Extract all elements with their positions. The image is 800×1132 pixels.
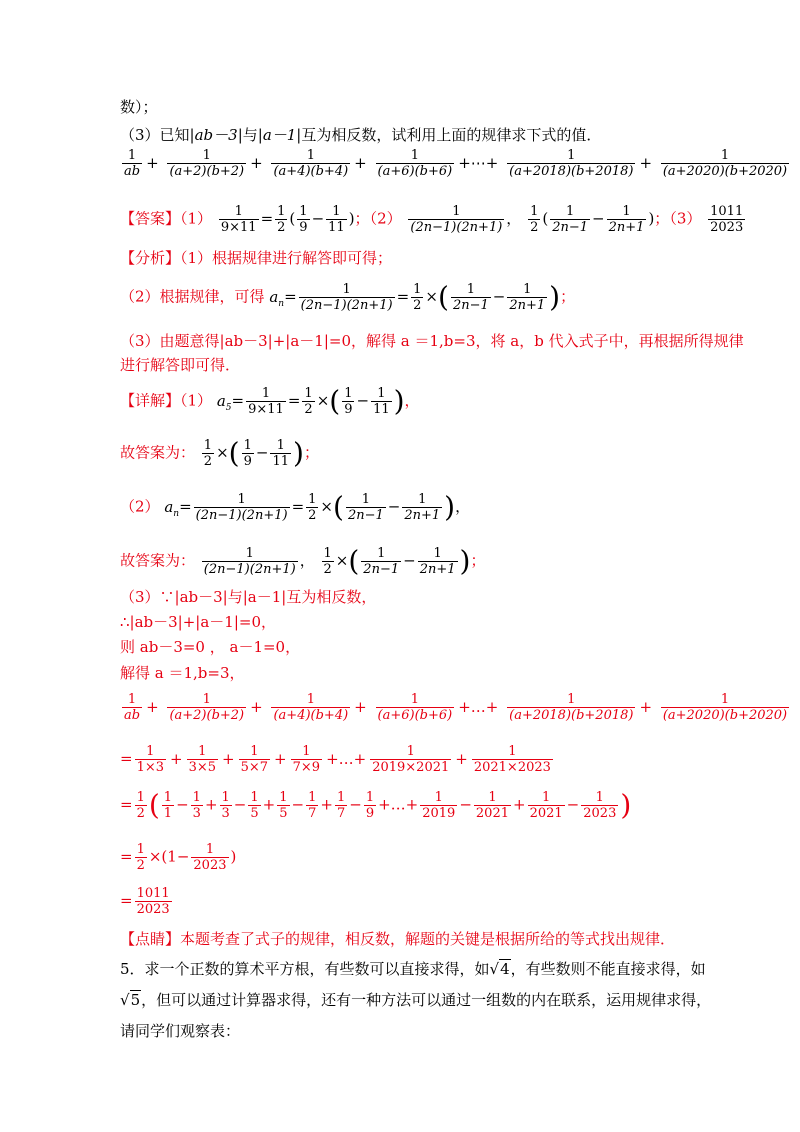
q3-abs1: |ab－3| (189, 126, 243, 144)
analysis-tag: 【分析】 (120, 249, 181, 267)
q5-line1-a: 5．求一个正数的算术平方根，有些数可以直接求得，如 (120, 960, 490, 978)
analysis-1 (120, 247, 392, 269)
detail-2-label: （2） (120, 497, 160, 516)
answer-line: 【答案】（1） $\frac{1}{9\times 11}$ = $\frac{1}{2}$ ( $\frac{1}{9}$ − $\frac{1}{11}$ )；（2） $\frac{1}{(2n-1)(2n+1)}$ ， $\frac{1}{2}$ ( $\frac{1}{2n-1}$ − $\frac{1}{2n+1}$ )；（3） $\frac{1011}{2023}$ (120, 204, 744, 235)
q3-and: 与 (242, 126, 258, 144)
analysis-3b: 进行解答即可得． (120, 356, 241, 374)
top-fragment: 数）； (120, 98, 158, 116)
question-5-line3: 请同学们观察表： (120, 1022, 241, 1040)
q3-prefix: （3）已知 (120, 126, 190, 144)
detail-2-answer: 故答案为： $\frac{1}{(2n-1)(2n+1)}$ ， $\frac{1}{2}$ ×( $\frac{1}{2n-1}$ − $\frac{1}{2n+1}$ )； (120, 544, 486, 578)
answer-is-2: 故答案为： (120, 551, 196, 570)
detail-1-answer: 故答案为： $\frac{1}{2}$ ×( $\frac{1}{9}$ − $\frac{1}{11}$ )； (120, 436, 319, 470)
analysis-3a: （3）由题意得|ab－3|+|a－1|=0，解得 a ＝1,b=3，将 a，b 代入式子中，再根据所得规律 (120, 332, 744, 350)
detail-tag: 【详解】 (120, 391, 181, 410)
comment-line (120, 928, 675, 950)
q3-suffix: 互为相反数，试利用上面的规律求下式的值． (301, 126, 602, 144)
answer-2-label: （2） (369, 209, 402, 228)
detail-1-label: （1） (180, 391, 213, 410)
answer-tag: 【答案】 (120, 209, 181, 228)
question-3-statement (120, 124, 601, 146)
detail-3-line1: （3）∵|ab－3|与|a－1|互为相反数， (120, 588, 377, 606)
detail-3-step1: = $\frac{1}{1\times 3}$ + $\frac{1}{3\times 5}$ + $\frac{1}{5\times 7}$ + $\frac{1}{7\times 9}$ +…+ $\frac{1}{2019\times 2021}$ + $\frac{1}{2021\times 2023}$ (120, 744, 551, 775)
detail-3-expression: $\frac{1}{ab}$ + $\frac{1}{(a+2)(b+2)}$ + $\frac{1}{(a+4)(b+4)}$ + $\frac{1}{(a+6)(b+6)}$ +…+ $\frac{1}{(a+2018)(b+2018)}$ + $\frac{1}{(a+2020)(b+2020)}$ (124, 692, 788, 723)
answer-1-label: （1） (180, 209, 213, 228)
detail-3-step2: = $\frac{1}{2}$ ( $\frac{1}{1}$ − $\frac{1}{3}$ + $\frac{1}{3}$ − $\frac{1}{5}$ + $\frac{1}{5}$ − $\frac{1}{7}$ + $\frac{1}{7}$ − $\frac{1}{9}$ +…+ $\frac{1}{2019}$ − $\frac{1}{2021}$ + $\frac{1}{2021}$ − $\frac{1}{2023}$ ) (120, 788, 632, 822)
question-5-line1 (120, 958, 706, 980)
detail-3-result: = $\frac{1011}{2023}$ (120, 886, 170, 917)
answer-3-den: 2023 (710, 220, 744, 235)
detail-3-line2: ∴|ab－3|+|a－1|=0， (120, 613, 277, 631)
comment-text: 本题考查了式子的规律，相反数，解题的关键是根据所给的等式找出规律． (180, 930, 676, 948)
answer-is-1: 故答案为： (120, 443, 196, 462)
comment-tag: 【点睛】 (120, 930, 181, 948)
detail-3-line3: 则 ab－3=0 ， a－1=0， (120, 638, 301, 656)
question-5-line2 (120, 989, 711, 1011)
analysis-1-text: （1）根据规律进行解答即可得； (180, 249, 393, 267)
detail-1: 【详解】（1） $a_5=$ $\frac{1}{9\times 11}$ = $\frac{1}{2}$ ×( $\frac{1}{9}$ − $\frac{1}{11}$ )， (120, 384, 420, 418)
q5-line2-text: ，但可以通过计算器求得，还有一种方法可以通过一组数的内在联系，运用规律求得， (141, 991, 712, 1009)
answer-3-num: 1011 (710, 204, 744, 219)
q3-abs2: |a－1| (257, 126, 302, 144)
sqrt5: √5 (120, 991, 141, 1009)
detail-2: （2） $a_n=$ $\frac{1}{(2n-1)(2n+1)}$ = $\frac{1}{2}$ ×( $\frac{1}{2n-1}$ − $\frac{1}{2n+1}$ )， (120, 490, 471, 524)
sqrt4: √4 (489, 960, 510, 978)
detail-3-step3: = $\frac{1}{2}$ ×(1− $\frac{1}{2023}$ ) (120, 842, 237, 873)
q5-line1-b: ，有些数则不能直接求得，如 (510, 960, 706, 978)
answer-3-label: （3） (669, 209, 702, 228)
detail-3-line4: 解得 a ＝1,b=3， (120, 664, 245, 682)
analysis-2-text: （2）根据规律，可得 (120, 287, 265, 306)
question-3-expression: $\frac{1}{ab}$ + $\frac{1}{(a+2)(b+2)}$ + $\frac{1}{(a+4)(b+4)}$ + $\frac{1}{(a+6)(b+6)}$ +⋯+ $\frac{1}{(a+2018)(b+2018)}$ + $\frac{1}{(a+2020)(b+2020)}$ (124, 148, 788, 179)
analysis-2: （2）根据规律，可得 $a_n=$ $\frac{1}{(2n-1)(2n+1)}$ = $\frac{1}{2}$ ×( $\frac{1}{2n-1}$ − $\frac{1}{2n+1}$ )； (120, 280, 576, 314)
